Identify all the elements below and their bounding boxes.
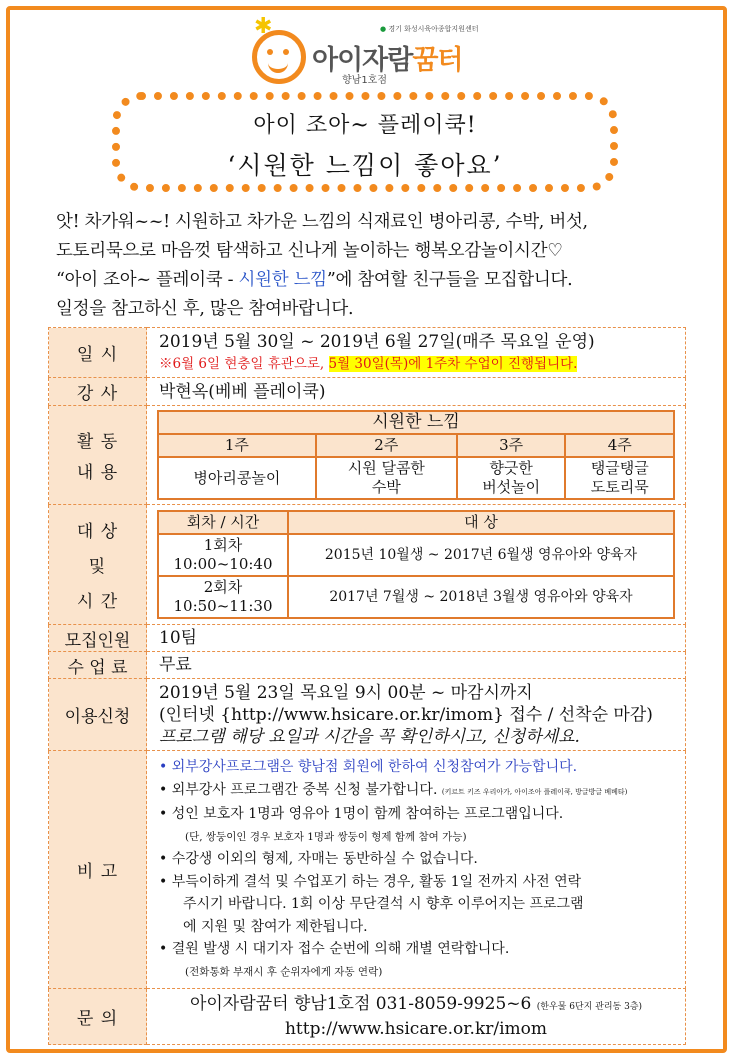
- schedule-dates: 2019년 5월 30일 ~ 2019년 6월 27일(매주 목요일 운영): [159, 331, 595, 352]
- smiley-face-icon: [252, 30, 306, 84]
- notes-label: 비 고: [49, 751, 147, 989]
- note-item-cont: 주시기 바랍니다. 1회 이상 무단결석 시 향후 이루어지는 프로그램: [183, 896, 584, 912]
- activity-value: [147, 406, 686, 505]
- contact-value: [147, 989, 686, 1045]
- target-cell: 2017년 7월생 ~ 2018년 3월생 영유아와 양육자: [288, 576, 674, 618]
- note-item: • 결원 발생 시 대기자 접수 순번에 의해 개별 연락합니다.: [159, 941, 510, 957]
- intro-line: 앗! 차가워~~! 시원하고 차가운 느낌의 식재료인 병아리콩, 수박, 버섯,: [56, 212, 588, 232]
- info-table: [48, 327, 686, 1045]
- fee-value: 무료: [147, 652, 686, 679]
- note-subitem: (단, 쌍둥이인 경우 보호자 1명과 쌍둥이 형제 함께 참여 가능): [185, 830, 467, 843]
- target-value: [147, 505, 686, 625]
- page-subtitle: ‘시원한 느낌이 좋아요’: [227, 151, 503, 180]
- notes-row: [49, 751, 686, 989]
- schedule-row: [49, 328, 686, 378]
- note-subitem: (전화통화 부재시 후 순위자에게 자동 연락): [185, 965, 383, 978]
- apply-value: [147, 679, 686, 751]
- activity-row: [49, 406, 686, 505]
- instructor-value: 박현옥(베베 플레이쿡): [147, 378, 686, 406]
- notes-list: [159, 756, 673, 983]
- apply-period: 2019년 5월 23일 목요일 9시 00분 ~ 마감시까지: [159, 682, 533, 703]
- instructor-row: [49, 378, 686, 406]
- note-item: • 성인 보호자 1명과 영유아 1명이 함께 참여하는 프로그램입니다.: [159, 806, 564, 822]
- target-label: 대 상 및 시 간: [49, 505, 147, 625]
- session-cell: 1회차 10:00~10:40: [158, 534, 288, 576]
- week-activity: 병아리콩놀이: [158, 457, 316, 499]
- intro-text: [56, 208, 696, 324]
- schedule-note: ※6월 6일 현충일 휴관으로, 5월 30일(목)에 1주차 수업이 진행됩니다.: [159, 355, 578, 372]
- session-cell: 2회차 10:50~11:30: [158, 576, 288, 618]
- note-item: • 외부강사 프로그램간 중복 신청 불가합니다. (키르트 키즈 우리아가, 아이조아 플레이쿡, 방글방글 베베타): [159, 781, 628, 798]
- program-name-highlight: 시원한 느낌: [238, 270, 327, 290]
- schedule-label: 일 시: [49, 328, 147, 378]
- target-header: 대 상: [288, 511, 674, 534]
- note-item-cont: 에 지원 및 참여가 제한됩니다.: [183, 918, 368, 935]
- logo-branch: 향남1호점: [342, 75, 388, 86]
- capacity-value: 10팀: [147, 625, 686, 652]
- target-cell: 2015년 10월생 ~ 2017년 6월생 영유아와 양육자: [288, 534, 674, 576]
- logo-name: 아이자람꿈터: [312, 45, 463, 76]
- page-title: 아이 조아~ 플레이쿡!: [253, 113, 477, 138]
- note-item: • 부득이하게 결석 및 수업포기 하는 경우, 활동 1일 전까지 사전 연락: [159, 873, 582, 890]
- activity-table: [157, 410, 675, 500]
- week-header: 1주: [158, 434, 316, 457]
- title-box: [112, 92, 618, 192]
- notes-value: [147, 751, 686, 989]
- contact-phone: 아이자람꿈터 향남1호점 031-8059-9925~6 (한우물 6단지 관리동 3층): [189, 994, 643, 1014]
- apply-label: 이용신청: [49, 679, 147, 751]
- session-header: 회차 / 시간: [158, 511, 288, 534]
- week-header: 4주: [565, 434, 674, 457]
- schedule-value: [147, 328, 686, 378]
- activity-heading: 시원한 느낌: [158, 411, 674, 434]
- intro-line: 일정을 참고하신 후, 많은 참여바랍니다.: [56, 299, 354, 319]
- fee-row: [49, 652, 686, 679]
- contact-label: 문 의: [49, 989, 147, 1045]
- activity-label: 활 동 내 용: [49, 406, 147, 505]
- star-icon: ✱: [254, 14, 273, 39]
- instructor-label: 강 사: [49, 378, 147, 406]
- target-row: [49, 505, 686, 625]
- logo-org: ● 경기 화성시육아종합지원센터: [380, 25, 479, 33]
- capacity-row: [49, 625, 686, 652]
- week-activity: 탱글탱글 도토리묵: [565, 457, 674, 499]
- intro-line: 도토리묵으로 마음껏 탐색하고 신나게 놀이하는 행복오감놀이시간♡: [56, 241, 563, 261]
- fee-label: 수 업 료: [49, 652, 147, 679]
- apply-notice: 프로그램 해당 요일과 시간을 꼭 확인하시고, 신청하세요.: [159, 726, 580, 747]
- week-activity: 향긋한 버섯놀이: [457, 457, 566, 499]
- capacity-label: 모집인원: [49, 625, 147, 652]
- apply-row: [49, 679, 686, 751]
- contact-url[interactable]: http://www.hsicare.or.kr/imom: [284, 1019, 548, 1039]
- week-activity: 시원 달콤한 수박: [316, 457, 457, 499]
- apply-method: (인터넷 {http://www.hsicare.or.kr/imom} 접수 / 선착순 마감): [159, 704, 653, 725]
- note-item: • 외부강사프로그램은 향남점 회원에 한하여 신청참여가 가능합니다.: [159, 759, 578, 775]
- week-header: 2주: [316, 434, 457, 457]
- note-item: • 수강생 이외의 형제, 자매는 동반하실 수 없습니다.: [159, 851, 478, 867]
- contact-row: [49, 989, 686, 1045]
- target-table: [157, 510, 675, 619]
- logo: [250, 14, 490, 88]
- week-header: 3주: [457, 434, 566, 457]
- intro-line: “아이 조아~ 플레이쿡 - 시원한 느낌”에 참여할 친구들을 모집합니다.: [56, 270, 573, 290]
